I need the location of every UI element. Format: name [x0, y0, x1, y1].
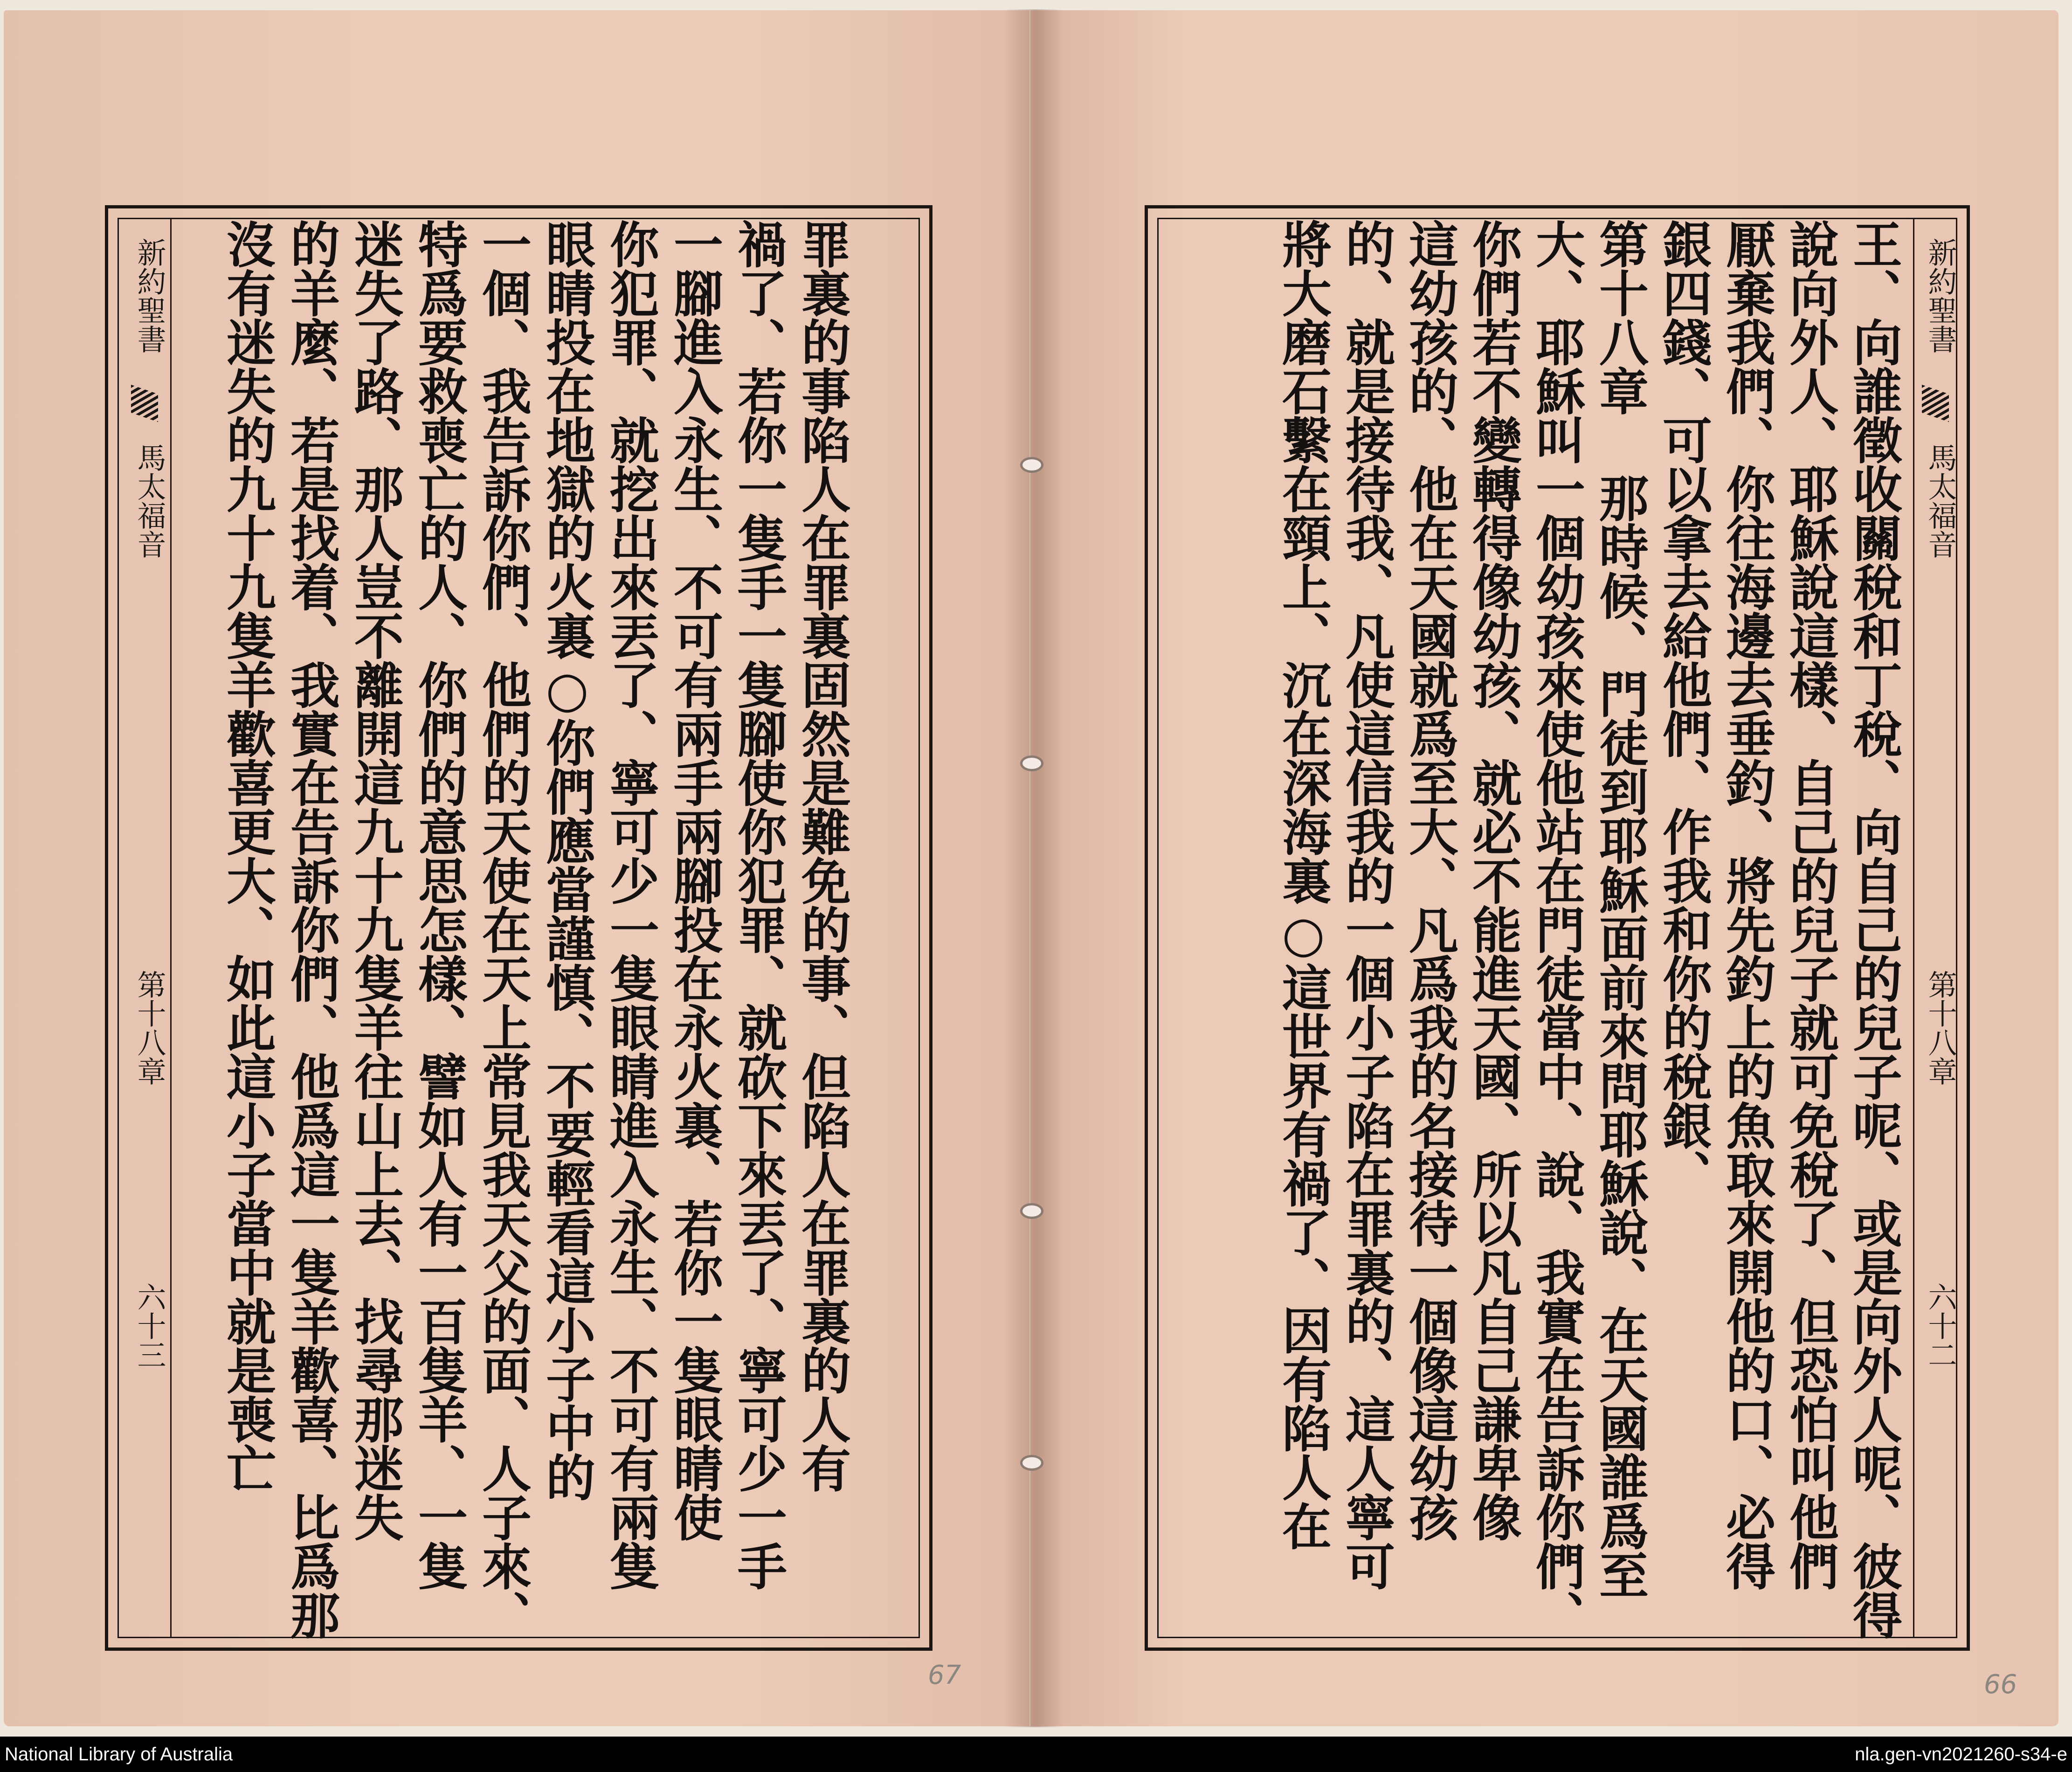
text-column: 迷失了路、那人豈不離開這九十九隻羊往山上去、找尋那迷失 — [346, 219, 405, 1541]
text-column: 你犯罪、就挖出來丟了、寧可少一隻眼睛進入永生、不可有兩隻 — [602, 219, 660, 1590]
text-column: 特爲要救喪亡的人、你們的意思怎樣、譬如人有一百隻羊、一隻 — [410, 219, 469, 1590]
text-column: 一個、我告訴你們、他們的天使在天上常見我天父的面、人子來、 — [474, 219, 532, 1639]
library-credit: National Library of Australia — [5, 1744, 233, 1765]
margin-title: 新約聖書 — [132, 238, 166, 353]
text-column: 第十八章 那時候、門徒到耶穌面前來問耶穌說、在天國誰爲至 — [1591, 219, 1650, 1599]
running-head — [1913, 219, 1961, 1637]
text-column: 的羊麼、若是找着、我實在告訴你們、他爲這一隻羊歡喜、比爲那 — [283, 219, 341, 1639]
fish-tail-ornament — [131, 385, 158, 422]
pencil-folio: 67 — [928, 1660, 961, 1690]
page-number: 六十三 — [132, 1282, 166, 1369]
text-column: 罪裏的事陷人在罪裏固然是難免的事、但陷人在罪裏的人有 — [794, 219, 852, 1492]
text-column: 將大磨石繫在頸上、沉在深海裏○這世界有禍了、因有陷人在 — [1274, 219, 1333, 1550]
text-column: 王、向誰徵收關稅和丁稅、向自己的兒子呢、或是向外人呢、彼得 — [1845, 219, 1903, 1639]
margin-chapter: 第十八章 — [1923, 970, 1957, 1086]
item-identifier: nla.gen-vn2021260-s34-e — [1855, 1744, 2067, 1765]
margin-book: 馬太福音 — [132, 443, 166, 559]
text-column: 說向外人、耶穌說這樣、自己的兒子就可免稅了、但恐怕叫他們 — [1782, 219, 1840, 1590]
text-column: 這幼孩的、他在天國就爲至大、凡爲我的名接待一個像這幼孩 — [1401, 219, 1459, 1541]
page-number: 六十二 — [1923, 1282, 1957, 1369]
text-column: 大、耶穌叫一個幼孩來使他站在門徒當中、說、我實在告訴你們、 — [1528, 219, 1586, 1639]
margin-chapter: 第十八章 — [132, 970, 166, 1086]
running-head — [124, 219, 172, 1637]
viewer-footer — [0, 1737, 2072, 1772]
text-column: 沒有迷失的九十九隻羊歡喜更大、如此這小子當中就是喪亡 — [219, 219, 277, 1492]
stitch-hole — [1020, 1203, 1043, 1219]
text-column: 的、就是接待我、凡使這信我的一個小子陷在罪裏的、這人寧可 — [1338, 219, 1396, 1590]
right-text-frame — [1145, 205, 1970, 1651]
left-text-frame — [105, 205, 932, 1651]
text-column: 你們若不變轉得像幼孩、就必不能進天國、所以凡自己謙卑像 — [1464, 219, 1523, 1541]
pencil-folio: 66 — [1984, 1669, 2017, 1700]
text-column: 銀四錢、可以拿去給他們、作我和你的稅銀、 — [1655, 219, 1713, 1198]
text-column: 厭棄我們、你往海邊去垂釣、將先釣上的魚取來開他的口、必得 — [1718, 219, 1776, 1590]
text-column: 一腳進入永生、不可有兩手兩腳投在永火裏、若你一隻眼睛使 — [666, 219, 724, 1541]
stitch-hole — [1020, 457, 1043, 473]
text-column: 禍了、若你一隻手一隻腳使你犯罪、就砍下來丟了、寧可少一手 — [730, 219, 788, 1590]
stitch-hole — [1020, 755, 1043, 771]
stitch-hole — [1020, 1455, 1043, 1471]
margin-title: 新約聖書 — [1923, 238, 1957, 353]
fish-tail-ornament — [1922, 385, 1949, 422]
text-column: 眼睛投在地獄的火裏○你們應當謹慎、不要輕看這小子中的 — [538, 219, 596, 1501]
margin-book: 馬太福音 — [1923, 443, 1957, 559]
